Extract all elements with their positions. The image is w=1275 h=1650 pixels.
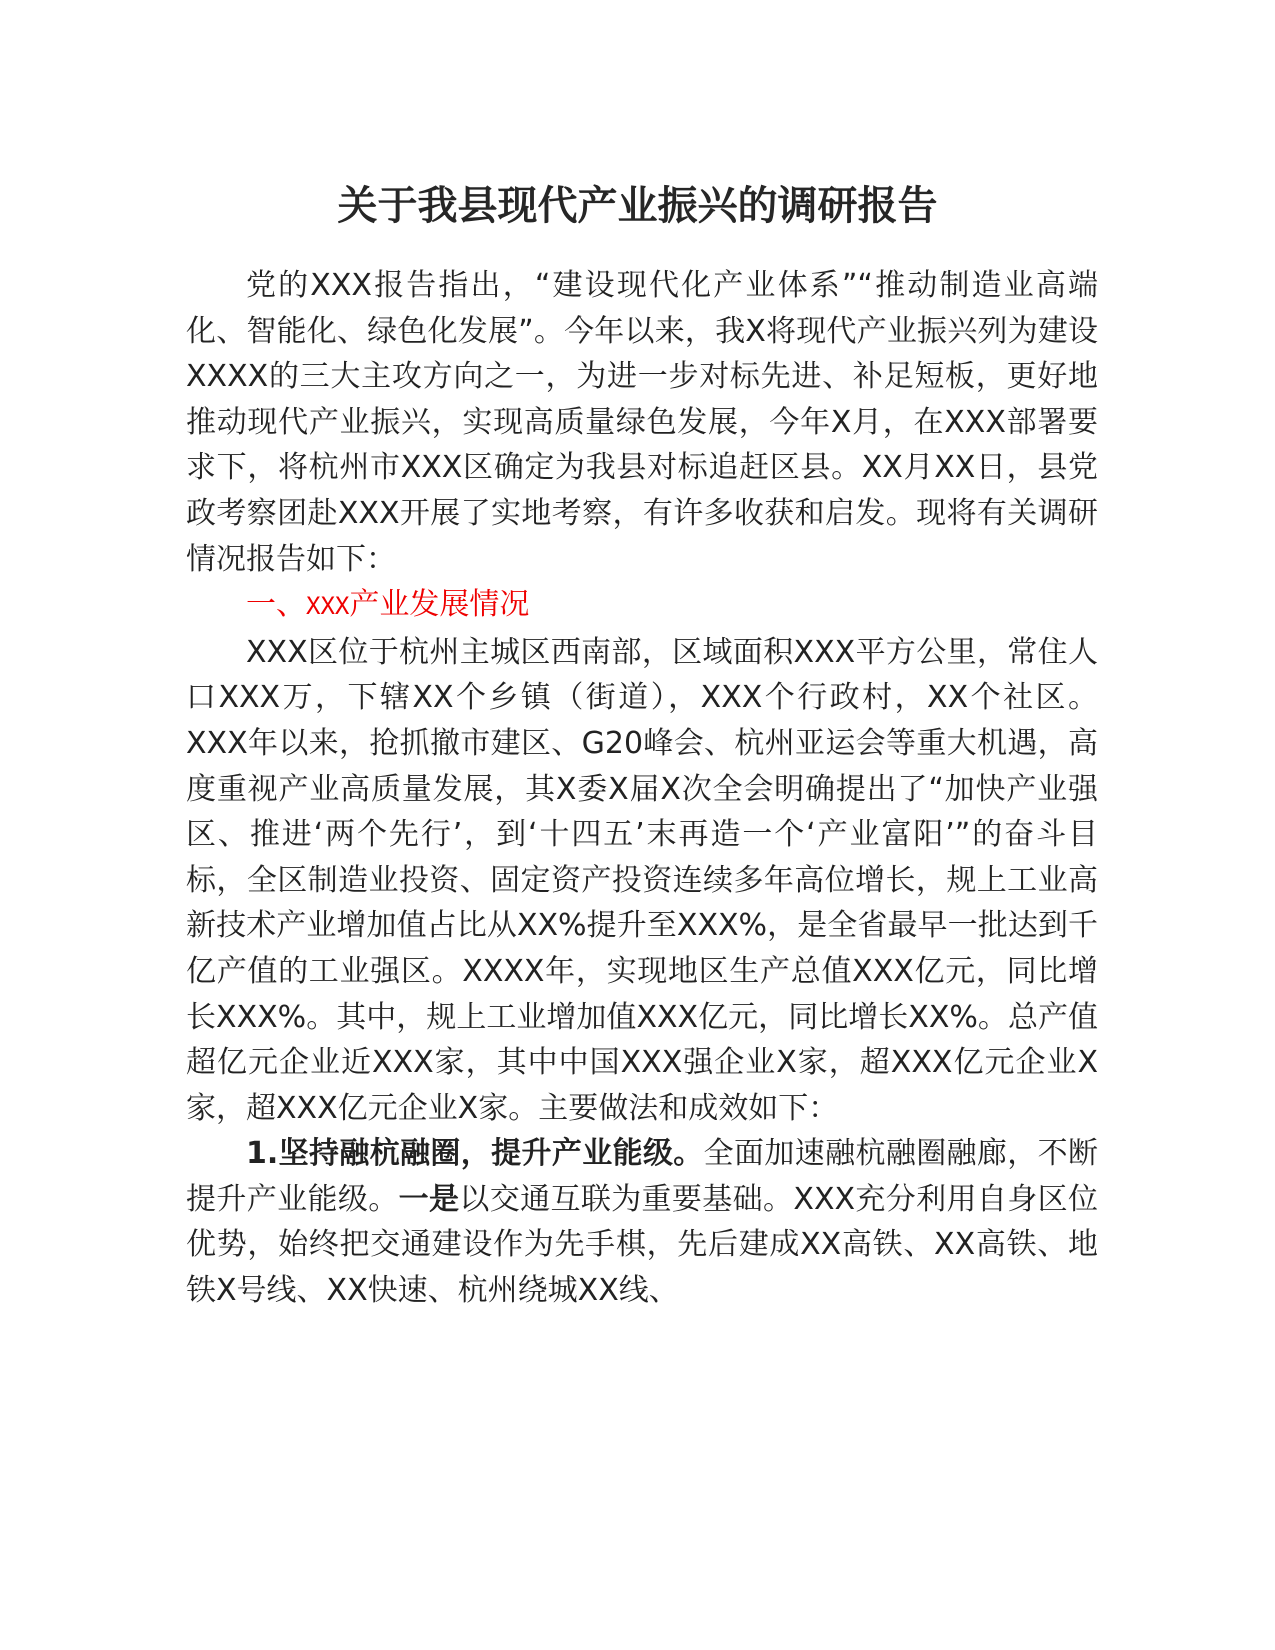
measure-point-text: 以交通互联为重要基础。XXX充分利用自身区位优势，始终把交通建设作为先手棋，先后建成XX高铁、XX高铁、地铁X号线、XX快速、杭州绕城XX线、 (186, 1181, 1099, 1309)
measure-paragraph (186, 1131, 1098, 1313)
measure-text: 全面加速融杭融圈融廊，不断提升产业能级。 (186, 1136, 1098, 1217)
document-title: 关于我县现代产业振兴的调研报告 (337, 183, 938, 229)
measure-point-label: 一是 (398, 1181, 460, 1217)
section-heading-prefix: 一、 (246, 587, 306, 623)
section-heading (186, 582, 1098, 630)
section-heading-code: XXX (306, 592, 350, 621)
measure-lead: 1.坚持融杭融圈，提升产业能级。 (246, 1136, 704, 1172)
document-body (186, 263, 1098, 1314)
overview-paragraph: XXX区位于杭州主城区西南部，区域面积XXX平方公里，常住人口XXX万，下辖XX个乡镇（街道），XXX个行政村，XX个社区。XXX年以来，抢抓撤市建区、G20峰会、杭州亚运会等重大机遇，高度重视产业高质量发展，其X委X届X次全会明确提出了“加快产业强区、推进‘两个先行’，到‘十四五’末再造一个‘产业富阳’”的奋斗目标，全区制造业投资、固定资产投资连续多年高位增长，规上工业高新技术产业增加值占比从XX%提升至XXX%，是全省最早一批达到千亿产值的工业强区。XXXX年，实现地区生产总值XXX亿元，同比增长XXX%。其中，规上工业增加值XXX亿元，同比增长XX%。总产值超亿元企业近XXX家，其中中国XXX强企业X家，超XXX亿元企业X家，超XXX亿元企业X家。主要做法和成效如下： (186, 634, 1098, 1126)
intro-paragraph: 党的XXX报告指出，“建设现代化产业体系”“推动制造业高端化、智能化、绿色化发展”。今年以来，我X将现代产业振兴列为建设XXXX的三大主攻方向之一，为进一步对标先进、补足短板，更好地推动现代产业振兴，实现高质量绿色发展，今年X月，在XXX部署要求下，将杭州市XXX区确定为我县对标追赶区县。XX月XX日，县党政考察团赴XXX开展了实地考察，有许多收获和启发。现将有关调研情况报告如下： (186, 268, 1098, 577)
section-heading-suffix: 产业发展情况 (349, 587, 530, 623)
